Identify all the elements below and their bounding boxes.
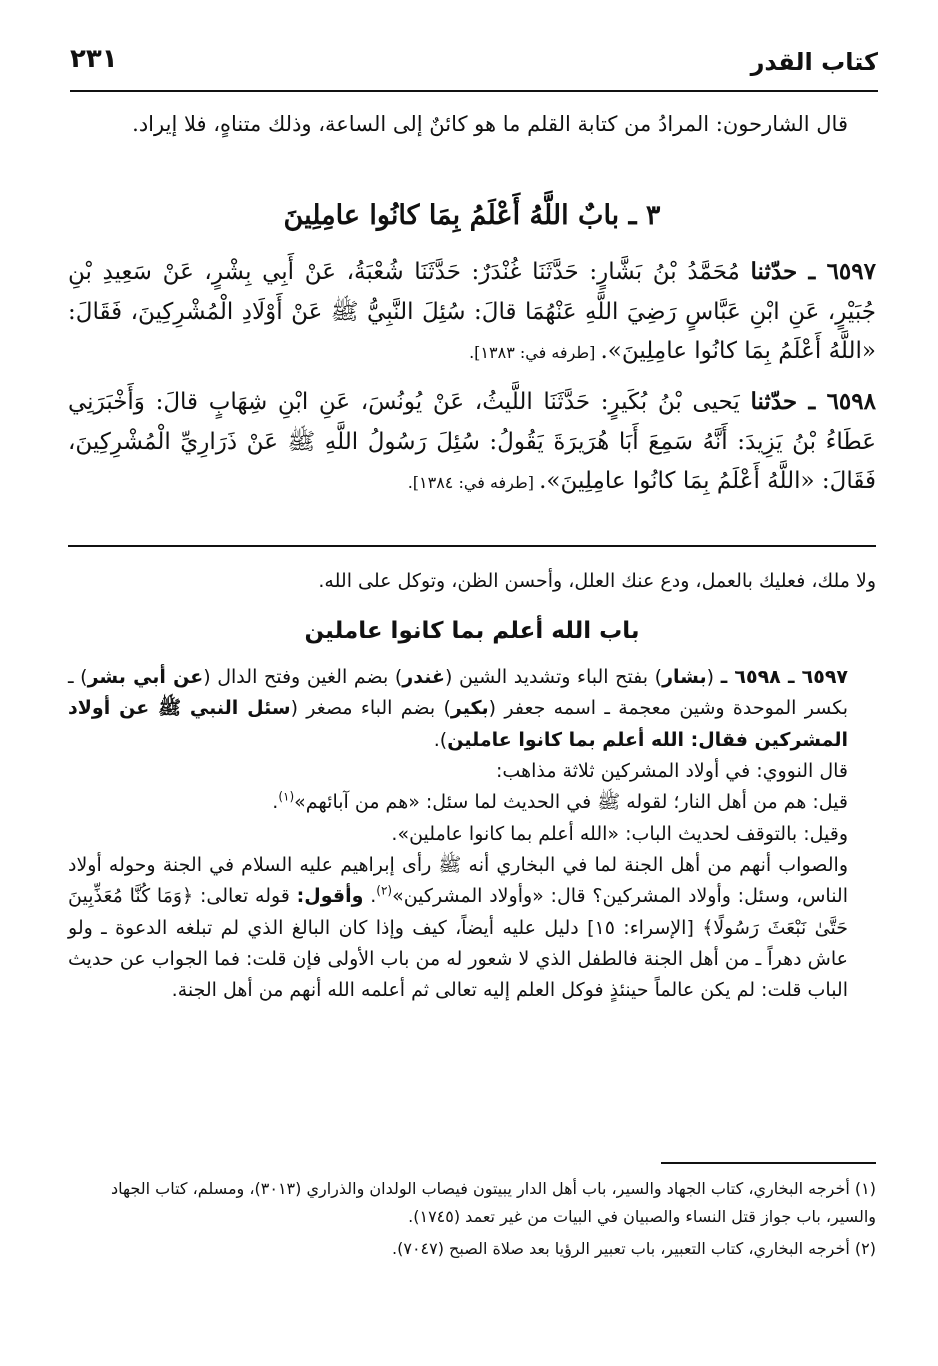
commentary-paragraph-5	[68, 850, 876, 1007]
hadith-reference: [طرفه في: ١٣٨٣].	[469, 343, 601, 363]
footnote-text: أخرجه البخاري، كتاب الجهاد والسير، باب أهل الدار يبيتون فيصاب الولدان والذراري (٣٠١٣)، ومسلم، كتاب الجهاد والسير، باب جواز قتل النساء والصبيان في البيات من غير تعمد (١٧٤٥).	[111, 1179, 876, 1226]
text-run: ) ـ بكسر الموحدة وشين معجمة ـ اسمه جعفر (	[68, 666, 848, 720]
page-header	[70, 40, 878, 92]
text-run: ) بضم الباء مصغر (	[290, 697, 451, 720]
text-run: قيل: هم من أهل النار؛ لقوله ﷺ في الحديث لما سئل: «هم من آبائهم»	[294, 791, 848, 814]
bold-term: بشار	[662, 666, 707, 688]
intro-text: قال الشارحون: المرادُ من كتابة القلم ما هو كائنٌ إلى الساعة، وذلك متناهٍ، فلا إيراد.	[132, 112, 848, 136]
footnote-mark: (١)	[854, 1179, 876, 1198]
footnote-1	[68, 1175, 876, 1231]
commentary-paragraph-1	[68, 662, 876, 756]
bold-term: عن أبي بشر	[87, 666, 204, 688]
hadith-text: يَحيى بْنُ بُكَيرٍ: حَدَّثَنَا اللَّيثُ، عَنْ يُونُسَ، عَنِ ابْنِ شِهَابٍ قالَ: وَأَخْبَرَنِي عَطَاءُ بْنُ يَزِيدَ: أَنَّهُ سَمِعَ أَبَا هُرَيرَةَ يَقُولُ: سُئِلَ رَسُولُ اللَّهِ ﷺ عَنْ ذَرَارِيِّ الْمُشْرِكِينَ، فَقَالَ: «اللَّهُ أَعْلَمُ بِمَا كانُوا عامِلِينَ».	[68, 389, 876, 495]
section-divider	[68, 545, 876, 547]
footnote-marker[interactable]: (٢)	[376, 884, 393, 899]
hadith-reference: [طرفه في: ١٣٨٤].	[407, 473, 540, 493]
bold-term: بكير	[450, 697, 489, 720]
text-run: والصواب أنهم من أهل الجنة لما في البخاري أنه ﷺ رأى إبراهيم عليه السلام في الجنة وحوله أولاد الناس، وسئل: وأولاد المشركين؟ قال: «وأولاد المشركين»	[68, 854, 848, 908]
commentary-paragraph-3	[68, 787, 876, 818]
footnote-rule	[661, 1162, 876, 1164]
hadith-number: ٦٥٩٨ ـ حدّثنا	[750, 388, 876, 415]
footnote-text: أخرجه البخاري، كتاب التعبير، باب تعبير الرؤيا بعد صلاة الصبح (٧٠٤٧).	[392, 1239, 850, 1258]
footnote-2	[68, 1235, 876, 1263]
commentary-intro-text: ولا ملك، فعليك بالعمل، ودع عنك العلل، وأحسن الظن، وتوكل على الله.	[318, 570, 876, 592]
footnote-marker[interactable]: (١)	[278, 790, 295, 805]
text-run: ) بفتح الباء وتشديد الشين (	[444, 666, 663, 688]
text-run: قوله تعالى: ﴿وَمَا كُنَّا مُعَذِّبِينَ حَتَّىٰ نَبْعَثَ رَسُولًا﴾ [الإسراء: ١٥] دليل عليه أيضاً، كيف وإذا كان البالغ الذي لم تبلغه الدعوة ـ ولو عاش دهراً ـ من أهل الجنة فالطفل الذي لا شعور له من باب الأولى فإن قلت: فما الجواب عن حديث الباب قلت: لم يكن عالماً حينئذٍ فوكل العلم إليه تعالى ثم أعلمه الله أنهم من أهل الجنة.	[68, 885, 848, 1002]
bold-term: سئل النبي ﷺ عن أولاد المشركين فقال: الله أعلم بما كانوا عاملين	[68, 697, 848, 751]
text-run: (	[706, 666, 721, 688]
intro-paragraph	[68, 108, 876, 141]
commentary-paragraph-2: قال النووي: في أولاد المشركين ثلاثة مذاهب:	[496, 760, 848, 783]
hadith-6598	[68, 382, 876, 502]
page-number: ٢٣١	[70, 44, 118, 74]
commentary-intro	[68, 566, 876, 597]
footnote-mark: (٢)	[854, 1239, 876, 1258]
footnotes	[68, 1175, 876, 1267]
commentary-paragraph-4: وقيل: بالتوقف لحديث الباب: «الله أعلم بما كانوا عاملين».	[391, 822, 848, 845]
book-title: كتاب القدر	[750, 48, 878, 76]
text-run: .	[363, 885, 377, 908]
hadith-numbers: ٦٥٩٧ ـ ٦٥٩٨ ـ	[720, 666, 849, 688]
bold-term: غندر	[402, 666, 445, 688]
bold-term: وأقول:	[296, 885, 364, 908]
hadith-number: ٦٥٩٧ ـ حدّثنا	[750, 258, 876, 285]
commentary-title: باب الله أعلم بما كانوا عاملين	[304, 618, 640, 644]
commentary-body	[68, 662, 876, 1007]
text-run: ).	[433, 728, 448, 751]
chapter-title: ٣ ـ بابٌ اللَّهُ أَعْلَمُ بِمَا كانُوا عامِلِينَ	[283, 200, 661, 231]
text-run: ) بضم الغين وفتح الدال (	[203, 666, 403, 688]
hadith-text: مُحَمَّدُ بْنُ بَشَّارٍ: حَدَّثَنَا غُنْدَرٌ: حَدَّثَنَا شُعْبَةُ، عَنْ أَبِي بِشْرٍ، عَنْ سَعِيدِ بْنِ جُبَيْرٍ، عَنِ ابْنِ عَبَّاسٍ رَضِيَ اللَّهِ عَنْهُمَا قالَ: سُئِلَ النَّبِيُّ ﷺ عَنْ أَوْلَادِ الْمُشْرِكِينَ، فَقَالَ: «اللَّهُ أَعْلَمُ بِمَا كانُوا عامِلِينَ».	[68, 259, 876, 365]
text-run: .	[272, 791, 279, 814]
hadith-6597	[68, 252, 876, 372]
